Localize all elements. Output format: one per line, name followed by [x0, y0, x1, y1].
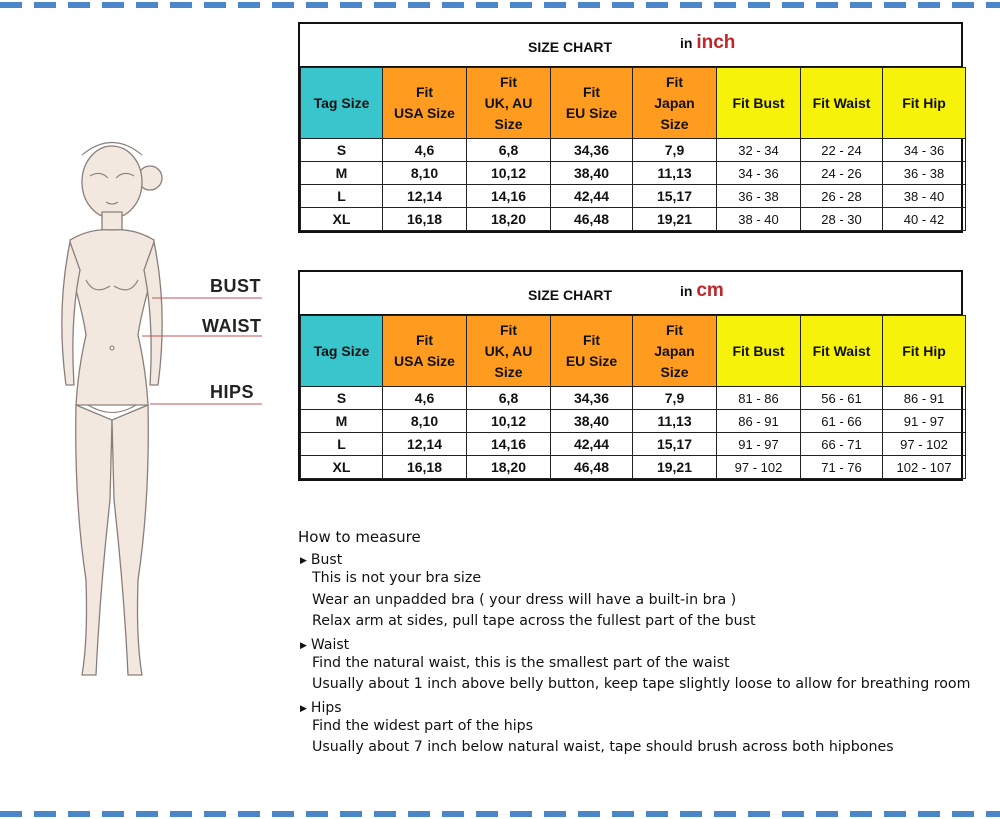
instruction-section-title: ▶ Hips [300, 699, 342, 716]
instruction-line: Wear an unpadded bra ( your dress will have a built-in bra ) [312, 591, 737, 608]
table-cell: 4,6 [383, 387, 467, 410]
header-row [301, 68, 966, 139]
table-cell: 22 - 24 [801, 139, 883, 162]
table-row [301, 410, 966, 433]
table-cell: L [301, 433, 383, 456]
table-cell: 4,6 [383, 139, 467, 162]
table-cell: 40 - 42 [883, 208, 966, 231]
column-header: Fit Bust [717, 316, 801, 387]
table-cell: 38 - 40 [717, 208, 801, 231]
table-cell: 66 - 71 [801, 433, 883, 456]
instruction-section-title: ▶ Bust [300, 552, 343, 568]
woman-silhouette-illustration [30, 120, 270, 700]
table-cell: 15,17 [633, 433, 717, 456]
column-header: Fit Waist [801, 316, 883, 387]
chart-unit [680, 280, 724, 302]
unit-name: inch [696, 32, 736, 53]
chart-title: SIZE CHART [528, 287, 612, 303]
table-cell: 12,14 [383, 433, 467, 456]
table-cell: 16,18 [383, 208, 467, 231]
unit-prefix: in [680, 283, 693, 299]
table-cell: 19,21 [633, 208, 717, 231]
table-cell: 34,36 [551, 139, 633, 162]
table-row [301, 456, 966, 479]
instruction-line: Find the natural waist, this is the smallest part of the waist [312, 654, 730, 671]
table-cell: 38,40 [551, 162, 633, 185]
header-row [301, 316, 966, 387]
table-cell: 91 - 97 [883, 410, 966, 433]
column-header: Fit Japan Size [633, 68, 717, 139]
table-cell: S [301, 387, 383, 410]
chart-title-bar [300, 24, 961, 67]
table-cell: 10,12 [467, 162, 551, 185]
top-dashed-border [0, 2, 1000, 8]
column-header: Fit UK, AU Size [467, 316, 551, 387]
bust-label: BUST [210, 276, 261, 296]
table-cell: 61 - 66 [801, 410, 883, 433]
table-cell: 71 - 76 [801, 456, 883, 479]
instruction-line: Find the widest part of the hips [312, 717, 534, 734]
table-cell: S [301, 139, 383, 162]
table-cell: 8,10 [383, 162, 467, 185]
instruction-line: Usually about 7 inch below natural waist, tape should brush across both hipbones [312, 739, 894, 755]
table-cell: L [301, 185, 383, 208]
table-body [301, 139, 966, 231]
table-cell: 14,16 [467, 433, 551, 456]
table-cell: 12,14 [383, 185, 467, 208]
bullet-triangle-icon: ▶ [300, 703, 307, 714]
table-cell: 36 - 38 [717, 185, 801, 208]
chart-unit [680, 32, 735, 54]
table-cell: 34 - 36 [717, 162, 801, 185]
table-cell: 15,17 [633, 185, 717, 208]
table-row [301, 162, 966, 185]
table-body [301, 387, 966, 479]
column-header: Tag Size [301, 68, 383, 139]
table-cell: 7,9 [633, 387, 717, 410]
column-header: Fit USA Size [383, 68, 467, 139]
measurement-instructions [298, 528, 988, 759]
table-cell: 28 - 30 [801, 208, 883, 231]
instruction-line: Usually about 1 inch above belly button, keep tape slightly loose to allow for breathing room [312, 676, 971, 692]
unit-prefix: in [680, 35, 693, 51]
column-header: Fit Japan Size [633, 316, 717, 387]
table-cell: 56 - 61 [801, 387, 883, 410]
instruction-sections [298, 552, 988, 759]
table-cell: 11,13 [633, 162, 717, 185]
table-cell: 34,36 [551, 387, 633, 410]
table-cell: 97 - 102 [717, 456, 801, 479]
table-cell: 42,44 [551, 185, 633, 208]
table-row [301, 433, 966, 456]
table-cell: 16,18 [383, 456, 467, 479]
table-cell: 11,13 [633, 410, 717, 433]
table-cell: 32 - 34 [717, 139, 801, 162]
table-cell: 24 - 26 [801, 162, 883, 185]
table-cell: 14,16 [467, 185, 551, 208]
table-cell: M [301, 410, 383, 433]
table-cell: 6,8 [467, 387, 551, 410]
size-table [300, 315, 966, 479]
table-cell: 26 - 28 [801, 185, 883, 208]
table-cell: XL [301, 208, 383, 231]
size-chart-inch [298, 22, 963, 233]
column-header: Fit UK, AU Size [467, 68, 551, 139]
table-cell: 97 - 102 [883, 433, 966, 456]
body-figure [30, 120, 270, 700]
table-cell: 38 - 40 [883, 185, 966, 208]
waist-label: WAIST [202, 316, 262, 336]
table-row [301, 387, 966, 410]
column-header: Fit EU Size [551, 68, 633, 139]
size-table [300, 67, 966, 231]
table-row [301, 185, 966, 208]
table-cell: 6,8 [467, 139, 551, 162]
table-cell: 38,40 [551, 410, 633, 433]
chart-title-bar [300, 272, 961, 315]
column-header: Fit Hip [883, 316, 966, 387]
hips-label: HIPS [210, 382, 255, 402]
table-cell: 10,12 [467, 410, 551, 433]
table-cell: 91 - 97 [717, 433, 801, 456]
table-row [301, 139, 966, 162]
unit-name: cm [696, 280, 724, 301]
table-cell: 42,44 [551, 433, 633, 456]
table-cell: 8,10 [383, 410, 467, 433]
column-header: Fit Bust [717, 68, 801, 139]
column-header: Tag Size [301, 316, 383, 387]
table-row [301, 208, 966, 231]
table-cell: 7,9 [633, 139, 717, 162]
table-cell: 102 - 107 [883, 456, 966, 479]
table-cell: 86 - 91 [717, 410, 801, 433]
column-header: Fit USA Size [383, 316, 467, 387]
instruction-line: Relax arm at sides, pull tape across the fullest part of the bust [312, 613, 756, 629]
instructions-heading: How to measure [298, 528, 421, 546]
bullet-triangle-icon: ▶ [300, 640, 307, 651]
instruction-section-title: ▶ Waist [300, 636, 350, 653]
bottom-dashed-border [0, 811, 1000, 817]
column-header: Fit EU Size [551, 316, 633, 387]
table-cell: 36 - 38 [883, 162, 966, 185]
table-cell: 18,20 [467, 208, 551, 231]
table-cell: 19,21 [633, 456, 717, 479]
table-cell: 46,48 [551, 208, 633, 231]
table-cell: 46,48 [551, 456, 633, 479]
column-header: Fit Hip [883, 68, 966, 139]
table-cell: 86 - 91 [883, 387, 966, 410]
table-cell: 18,20 [467, 456, 551, 479]
table-cell: 81 - 86 [717, 387, 801, 410]
chart-title: SIZE CHART [528, 39, 612, 55]
column-header: Fit Waist [801, 68, 883, 139]
table-cell: M [301, 162, 383, 185]
bullet-triangle-icon: ▶ [300, 556, 307, 566]
table-cell: 34 - 36 [883, 139, 966, 162]
table-cell: XL [301, 456, 383, 479]
size-chart-cm [298, 270, 963, 481]
instruction-line: This is not your bra size [312, 570, 482, 586]
